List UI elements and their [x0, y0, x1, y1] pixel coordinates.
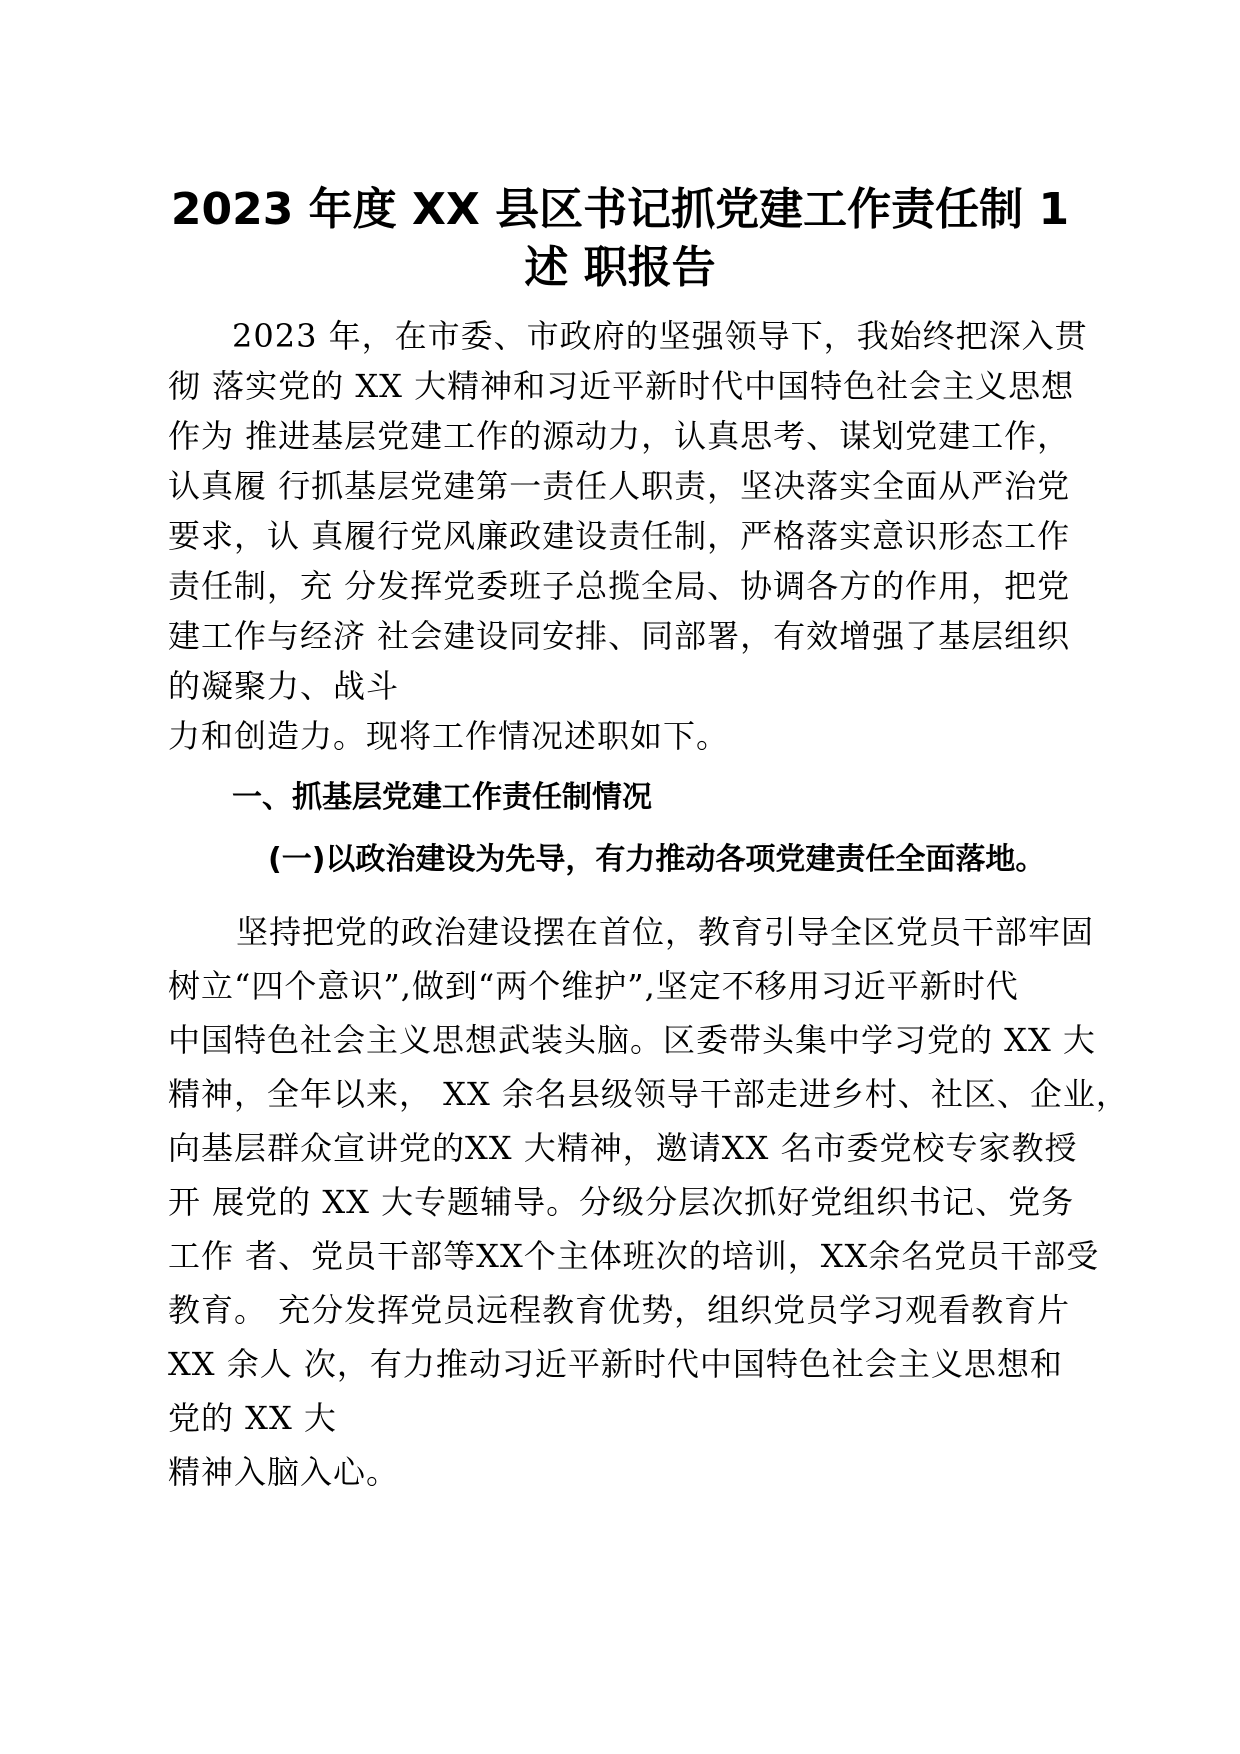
body-paragraph-line: XX 余人 次，有力推动习近平新时代中国特色社会主义思想和: [168, 1345, 1063, 1383]
body-paragraph-line: 教育。 充分发挥党员远程教育优势，组织党员学习观看教育片: [168, 1291, 1071, 1329]
body-paragraph-line: 开 展党的 XX 大专题辅导。分级分层次抓好党组织书记、党务: [168, 1183, 1075, 1221]
intro-paragraph-line: 彻 落实党的 XX 大精神和习近平新时代中国特色社会主义思想: [168, 367, 1075, 405]
intro-paragraph-line: 建工作与经济 社会建设同安排、同部署，有效增强了基层组织: [168, 617, 1071, 655]
body-paragraph-line: 坚持把党的政治建设摆在首位，教育引导全区党员干部牢固: [236, 913, 1095, 951]
intro-paragraph-line: 责任制，充 分发挥党委班子总揽全局、协调各方的作用，把党: [168, 567, 1071, 605]
body-paragraph-line: 党的 XX 大: [168, 1399, 337, 1437]
intro-paragraph-line: 力和创造力。现将工作情况述职如下。: [168, 717, 730, 755]
body-paragraph-line: 精神，全年以来， XX 余名县级领导干部走进乡村、社区、企业，: [168, 1075, 1129, 1113]
intro-paragraph-line: 要求，认 真履行党风廉政建设责任制，严格落实意识形态工作: [168, 517, 1071, 555]
body-paragraph-line: 精神入脑入心。: [168, 1453, 400, 1491]
subsection-1-heading: (一)以政治建设为先导，有力推动各项党建责任全面落地。: [268, 842, 1046, 877]
body-paragraph-line: 树立“四个意识”,做到“两个维护”,坚定不移用习近平新时代: [168, 967, 1019, 1005]
intro-paragraph-line: 认真履 行抓基层党建第一责任人职责，坚决落实全面从严治党: [168, 467, 1071, 505]
section-1-heading: 一、抓基层党建工作责任制情况: [232, 780, 652, 815]
intro-paragraph-line: 作为 推进基层党建工作的源动力，认真思考、谋划党建工作，: [168, 417, 1071, 455]
body-paragraph-line: 工作 者、党员干部等XX个主体班次的培训，XX余名党员干部受: [168, 1237, 1100, 1275]
intro-paragraph-line: 2023 年，在市委、市政府的坚强领导下，我始终把深入贯: [232, 317, 1088, 355]
intro-paragraph-line: 的凝聚力、战斗: [168, 667, 400, 705]
document-title-line-2: 述 职报告: [524, 242, 716, 293]
document-title-line-1: 2023 年度 XX 县区书记抓党建工作责任制 1: [170, 184, 1070, 235]
body-paragraph-line: 向基层群众宣讲党的XX 大精神，邀请XX 名市委党校专家教授: [168, 1129, 1078, 1167]
body-paragraph-line: 中国特色社会主义思想武装头脑。区委带头集中学习党的 XX 大: [168, 1021, 1096, 1059]
